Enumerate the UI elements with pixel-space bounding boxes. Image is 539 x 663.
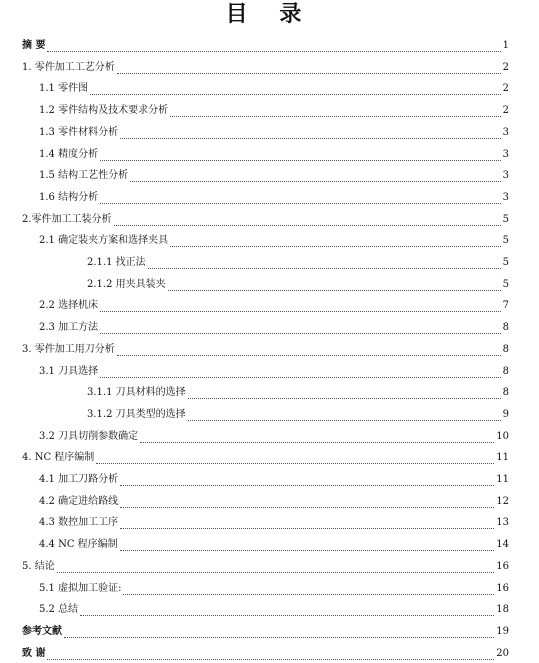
toc-entry-label: 5.2 总结 [39,604,79,615]
toc-entry-label: 2.零件加工工装分析 [22,214,112,225]
toc-entry-label: 2.2 选择机床 [39,300,99,311]
toc-entry-label: 致 谢 [22,648,46,659]
toc-entry[interactable] [22,645,509,663]
toc-entry-label: 4.3 数控加工工序 [39,517,119,528]
toc-entry[interactable] [39,471,509,489]
toc-title: 目 录 [225,2,314,27]
toc-entry-page-number: 5 [502,214,509,225]
toc-entry-label: 参考文献 [22,626,62,637]
toc-entry[interactable] [39,189,509,207]
toc-dot-leader [80,614,494,616]
toc-dot-leader [120,506,494,508]
toc-dot-leader [123,593,494,595]
toc-entry-label: 3.1.2 刀具类型的选择 [87,409,186,420]
toc-entry[interactable] [22,623,509,641]
toc-entry-page-number: 13 [496,517,509,528]
toc-entry-page-number: 7 [502,300,509,311]
toc-entry[interactable] [87,384,509,402]
toc-entry[interactable] [22,341,509,359]
toc-entry[interactable] [22,37,509,55]
toc-entry-label: 1.6 结构分析 [39,192,99,203]
toc-entry-page-number: 3 [502,192,509,203]
toc-entry-page-number: 1 [502,40,509,51]
toc-dot-leader [100,202,501,204]
toc-entry-label: 4. NC 程序编制 [22,452,95,463]
toc-entry-page-number: 20 [496,648,509,659]
toc-entry-label: 1.1 零件图 [39,83,89,94]
toc-dot-leader [117,72,501,74]
toc-dot-leader [47,658,494,660]
toc-entry-label: 摘 要 [22,40,46,51]
toc-entry-page-number: 8 [502,387,509,398]
toc-dot-leader [120,484,494,486]
toc-dot-leader [120,549,495,551]
toc-entry[interactable] [39,319,509,337]
toc-entry[interactable] [87,254,509,272]
toc-entry-page-number: 14 [496,539,509,550]
toc-entry-page-number: 19 [496,626,509,637]
toc-entry[interactable] [39,363,509,381]
toc-entry[interactable] [39,601,509,619]
toc-entry-label: 3.1 刀具选择 [39,366,99,377]
toc-entry-label: 3.2 刀具切削参数确定 [39,431,139,442]
toc-entry-label: 1.3 零件材料分析 [39,127,119,138]
toc-entry-label: 2.1.2 用夹具装夹 [87,279,166,290]
toc-entry-page-number: 3 [502,127,509,138]
toc-dot-leader [90,93,501,95]
toc-entry-page-number: 9 [502,409,509,420]
toc-entry[interactable] [39,514,509,532]
toc-entry[interactable] [39,80,509,98]
toc-dot-leader [96,462,494,464]
toc-dot-leader [120,137,501,139]
toc-entry[interactable] [39,124,509,142]
toc-entry-page-number: 8 [502,322,509,333]
toc-entry-page-number: 11 [496,452,509,463]
toc-entry[interactable] [22,449,509,467]
toc-entry-label: 4.2 确定进给路线 [39,496,119,507]
toc-entry-label: 3.1.1 刀具材料的选择 [87,387,186,398]
toc-dot-leader [148,267,501,269]
toc-dot-leader [47,50,500,52]
toc-entry[interactable] [39,167,509,185]
toc-entry-page-number: 5 [502,235,509,246]
toc-entry-page-number: 2 [502,83,509,94]
toc-entry[interactable] [39,102,509,120]
toc-dot-leader [188,397,501,399]
toc-entry-label: 4.4 NC 程序编制 [39,539,118,550]
toc-entry-page-number: 11 [496,474,509,485]
toc-entry-page-number: 8 [502,366,509,377]
toc-entry[interactable] [22,558,509,576]
toc-entry[interactable] [22,211,509,229]
toc-entry-page-number: 5 [502,257,509,268]
toc-dot-leader [170,245,501,247]
toc-entry[interactable] [87,406,509,424]
toc-entry-label: 2.1.1 找正法 [87,257,146,268]
toc-entry-page-number: 3 [502,149,509,160]
toc-entry[interactable] [39,146,509,164]
toc-dot-leader [168,289,501,291]
toc-entry-label: 5. 结论 [22,561,55,572]
toc-dot-leader [120,527,494,529]
toc-entry-page-number: 2 [502,62,509,73]
toc-dot-leader [100,310,501,312]
toc-entry-label: 1.2 零件结构及技术要求分析 [39,105,169,116]
toc-entry-label: 1. 零件加工工艺分析 [22,62,115,73]
toc-dot-leader [100,332,501,334]
toc-entry-label: 1.5 结构工艺性分析 [39,170,129,181]
toc-dot-leader [100,159,501,161]
toc-dot-leader [64,636,494,638]
toc-entry-page-number: 12 [496,496,509,507]
toc-dot-leader [57,571,495,573]
toc-entry[interactable] [39,536,509,554]
toc-entry-page-number: 16 [496,583,509,594]
toc-entry[interactable] [39,580,509,598]
toc-dot-leader [140,441,494,443]
toc-entry-page-number: 16 [496,561,509,572]
toc-entry[interactable] [39,493,509,511]
toc-entry-label: 4.1 加工刀路分析 [39,474,119,485]
toc-dot-leader [100,376,501,378]
toc-entry-label: 5.1 虚拟加工验证: [39,583,122,594]
toc-dot-leader [170,115,501,117]
toc-entry-label: 1.4 精度分析 [39,149,99,160]
toc-entry[interactable] [39,232,509,250]
toc-entry-label: 2.3 加工方法 [39,322,99,333]
toc-entry[interactable] [22,59,509,77]
toc-dot-leader [114,224,501,226]
toc-entry-page-number: 2 [502,105,509,116]
toc-entry-page-number: 3 [502,170,509,181]
toc-entry-page-number: 5 [502,279,509,290]
toc-entry-label: 2.1 确定装夹方案和选择夹具 [39,235,169,246]
toc-dot-leader [188,419,501,421]
toc-entry-page-number: 8 [502,344,509,355]
toc-entry[interactable] [39,428,509,446]
toc-entry[interactable] [39,297,509,315]
toc-entry-page-number: 18 [496,604,509,615]
toc-entry-label: 3. 零件加工用刀分析 [22,344,115,355]
toc-entry-page-number: 10 [496,431,509,442]
toc-dot-leader [130,180,501,182]
toc-entry[interactable] [87,276,509,294]
toc-dot-leader [117,354,501,356]
